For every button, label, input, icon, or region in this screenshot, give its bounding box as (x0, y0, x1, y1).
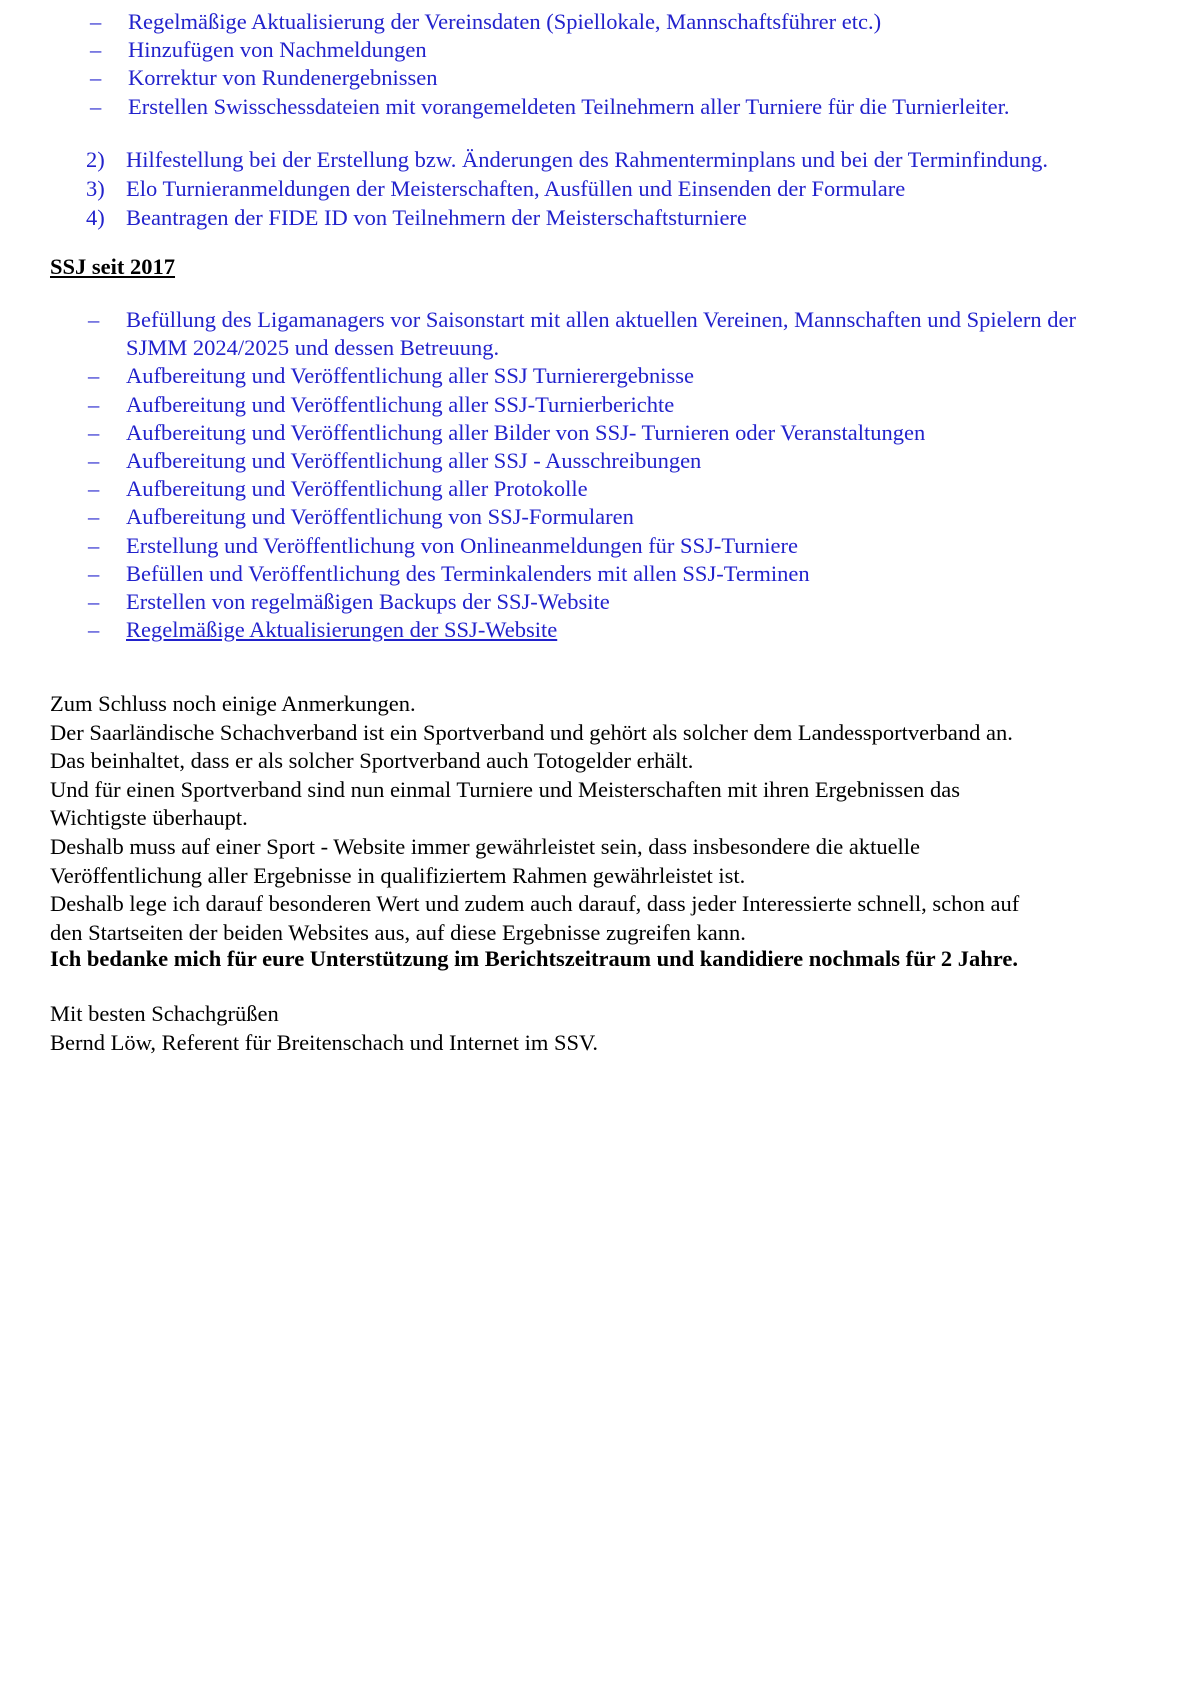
numbered-list-item (86, 204, 1156, 233)
list-item-text: Befüllen und Veröffentlichung des Terminkalenders mit allen SSJ-Terminen (126, 560, 810, 586)
list-item (88, 391, 1138, 419)
list-item (88, 532, 1138, 560)
list-item-text: Beantragen der FIDE ID von Teilnehmern der Meisterschaftsturniere (126, 204, 747, 230)
list-item-number: 4) (86, 204, 105, 230)
numbered-task-list-block (86, 146, 1156, 232)
list-item-text: Aufbereitung und Veröffentlichung aller SSJ - Ausschreibungen (126, 448, 702, 474)
list-item (88, 362, 1138, 390)
ssj-task-list-block (88, 306, 1138, 644)
list-item-text: Aufbereitung und Veröffentlichung aller SSJ-Turnierberichte (126, 391, 675, 417)
thanks-block (50, 945, 1110, 974)
list-item-text: Hinzufügen von Nachmeldungen (128, 37, 427, 63)
paragraph-line: Deshalb lege ich darauf besonderen Wert und zudem auch darauf, dass jeder Interessierte schnell, schon auf (50, 891, 1020, 917)
paragraph-line: Wichtigste überhaupt. (50, 805, 248, 831)
signature-greeting: Mit besten Schachgrüßen (50, 1001, 279, 1026)
list-item-number: 3) (86, 175, 105, 201)
list-item-text: Erstellung und Veröffentlichung von Onlineanmeldungen für SSJ-Turniere (126, 532, 798, 558)
list-item-text: Aufbereitung und Veröffentlichung aller Bilder von SSJ- Turnieren oder Veranstaltungen (126, 419, 926, 445)
paragraph-line: Und für einen Sportverband sind nun einmal Turniere und Meisterschaften mit ihren Ergebnissen das (50, 776, 961, 802)
list-item (88, 419, 1138, 447)
list-item (90, 93, 1150, 121)
list-item (90, 36, 1150, 64)
list-item (88, 475, 1138, 503)
list-item-text: Regelmäßige Aktualisierung der Vereinsdaten (Spiellokale, Mannschaftsführer etc.) (128, 9, 882, 34)
numbered-task-list (86, 146, 1156, 232)
list-item (88, 447, 1138, 475)
signature-block (50, 1000, 1110, 1057)
paragraph-line: Das beinhaltet, dass er als solcher Sportverband auch Totogelder erhält. (50, 748, 694, 774)
list-item (88, 588, 1138, 616)
list-item-text: Regelmäßige Aktualisierungen der SSJ-Website (126, 617, 558, 643)
section-heading-block (50, 253, 175, 281)
signature-name: Bernd Löw, Referent für Breitenschach und Internet im SSV. (50, 1029, 598, 1055)
paragraph-line: Zum Schluss noch einige Anmerkungen. (50, 691, 416, 716)
list-item (88, 503, 1138, 531)
thanks-line: Ich bedanke mich für eure Unterstützung im Berichtszeitraum und kandidiere nochmals für 2 Jahre. (50, 946, 1018, 971)
top-task-list (90, 8, 1150, 121)
list-item-text: Erstellen von regelmäßigen Backups der SSJ-Website (126, 589, 610, 615)
list-item-number: 2) (86, 147, 105, 172)
paragraph-line: Veröffentlichung aller Ergebnisse in qualifiziertem Rahmen gewährleistet ist. (50, 862, 746, 888)
list-item-text: Aufbereitung und Veröffentlichung aller SSJ Turnierergebnisse (126, 363, 695, 389)
section-heading: SSJ seit 2017 (50, 254, 176, 279)
ssj-task-list (88, 306, 1138, 644)
list-item (90, 64, 1150, 92)
list-item-text: Elo Turnieranmeldungen der Meisterschaften, Ausfüllen und Einsenden der Formulare (126, 175, 906, 201)
paragraph-line: den Startseiten der beiden Websites aus, auf diese Ergebnisse zugreifen kann. (50, 919, 746, 945)
numbered-list-item (86, 175, 1156, 204)
list-item (88, 616, 1138, 644)
numbered-list-item (86, 146, 1156, 175)
paragraph-line: Deshalb muss auf einer Sport - Website immer gewährleistet sein, dass insbesondere die aktuelle (50, 833, 921, 859)
list-item-text: Korrektur von Rundenergebnissen (128, 65, 438, 91)
list-item-text: Hilfestellung bei der Erstellung bzw. Änderungen des Rahmenterminplans und bei der Terminfindung. (126, 147, 1048, 172)
list-item-text: Aufbereitung und Veröffentlichung von SSJ-Formularen (126, 504, 634, 530)
closing-paragraph-block (50, 690, 1110, 947)
list-item (90, 8, 1150, 36)
list-item (88, 560, 1138, 588)
list-item-text: Aufbereitung und Veröffentlichung aller Protokolle (126, 476, 588, 502)
list-item-text: Erstellen Swisschessdateien mit vorangemeldeten Teilnehmern aller Turniere für die Turnierleiter. (128, 93, 1010, 119)
list-item (88, 306, 1138, 362)
top-task-list-block (90, 8, 1150, 121)
list-item-text: Befüllung des Ligamanagers vor Saisonstart mit allen aktuellen Vereinen, Mannschaften und Spielern der SJMM 2024/2025 und dessen Betreuung. (126, 307, 1076, 361)
paragraph-line: Der Saarländische Schachverband ist ein Sportverband und gehört als solcher dem Landessportverband an. (50, 719, 1013, 745)
